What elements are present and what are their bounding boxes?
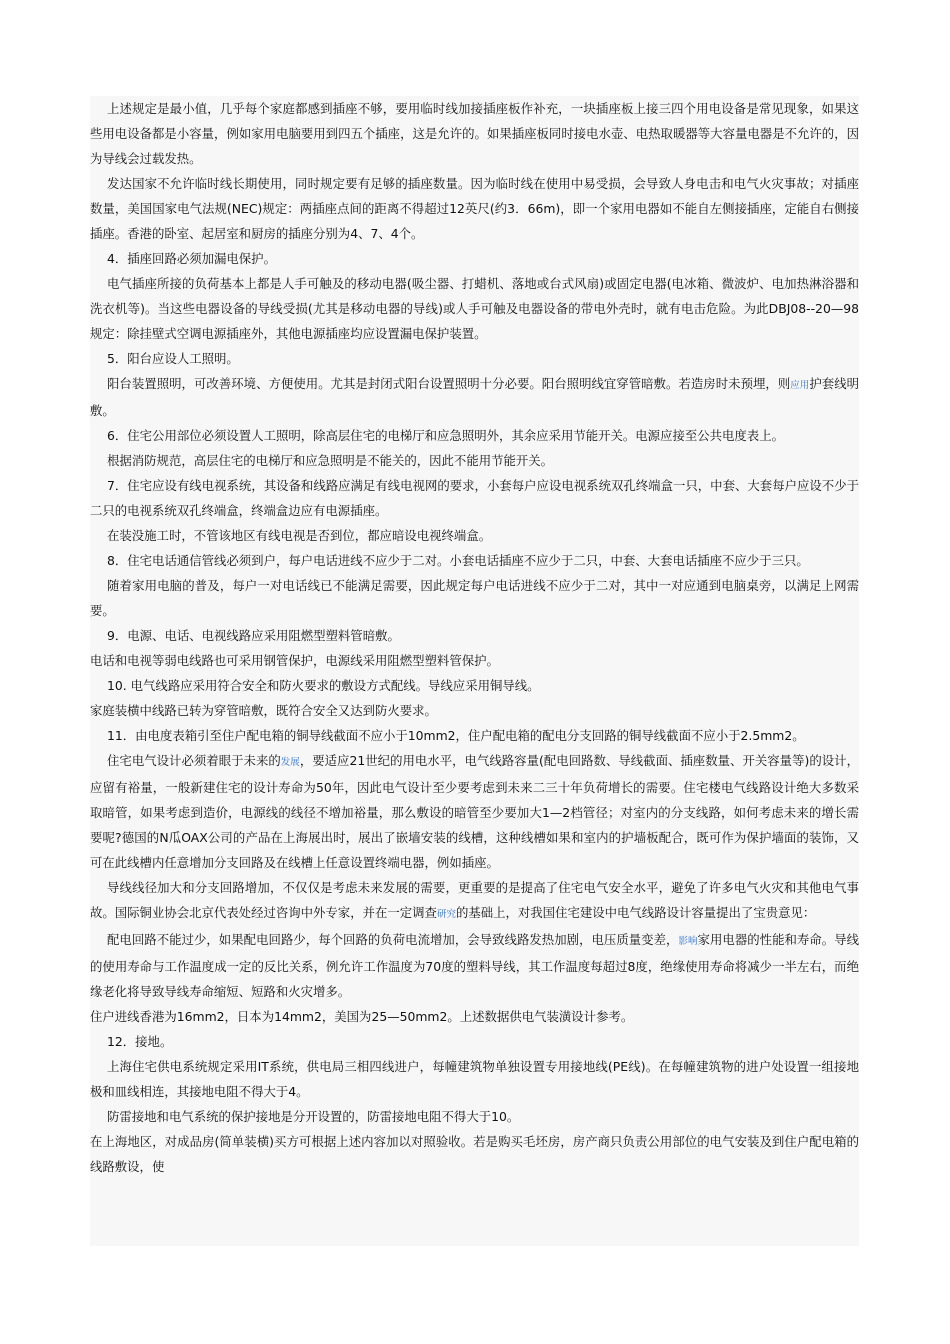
paragraph-text: 8．住宅电话通信管线必须到户，每户电话进线不应少于二对。小套电话插座不应少于二只，中套、大套电话插座不应少于三只。 <box>107 553 809 568</box>
inline-link[interactable]: 应用 <box>790 380 810 391</box>
paragraph <box>90 573 859 623</box>
paragraph-text: 家用电器的性能和寿命。导线的使用寿命与工作温度成一定的反比关系，例允许工作温度为70度的塑料导线，其工作温度每超过8度，绝缘使用寿命将减少一半左右，而绝缘老化将导致导线寿命缩短、短路和火灾增多。 <box>90 932 859 999</box>
paragraph <box>90 371 859 423</box>
paragraph-text: 上述规定是最小值，几乎每个家庭都感到插座不够，要用临时线加接插座板作补充，一块插座板上接三四个用电设备是常见现象，如果这些用电设备都是小容量，例如家用电脑要用到四五个插座，这是允许的。如果插座板同时接电水壶、电热取暖器等大容量电器是不允许的，因为导线会过载发热。 <box>90 101 859 166</box>
paragraph <box>90 523 859 548</box>
paragraph-text: 4．插座回路必须加漏电保护。 <box>107 251 276 266</box>
paragraph <box>90 648 859 673</box>
paragraph <box>90 1029 859 1054</box>
paragraph-text: 随着家用电脑的普及，每户一对电话线已不能满足需要，因此规定每户电话进线不应少于二对，其中一对应通到电脑桌旁，以满足上网需要。 <box>90 578 859 618</box>
paragraph-text: 上海住宅供电系统规定采用IT系统，供电局三相四线进户，每幢建筑物单独设置专用接地线(PE线)。在每幢建筑物的进户处设置一组接地极和皿线相连，其接地电阻不得大于4。 <box>90 1059 859 1099</box>
paragraph-text: 10. 电气线路应采用符合安全和防火要求的敷设方式配线。导线应采用铜导线。 <box>107 678 540 693</box>
paragraph <box>90 1129 859 1179</box>
paragraph-text: 护套线明敷。 <box>90 376 859 418</box>
inline-link[interactable]: 研究 <box>436 909 456 920</box>
paragraph <box>90 171 859 246</box>
paragraph-text: ，要适应21世纪的用电水平，电气线路容量(配电回路数、导线截面、插座数量、开关容量等)的设计，应留有裕量，一般新建住宅的设计寿命为50年，因此电气设计至少要考虑到未来二三十年负荷增长的需要。住宅楼电气线路设计绝大多数采取暗管，如果考虑到造价，电源线的线径不增加裕量，那么敷设的暗管至少要加大1—2档管径；对室内的分支线路，如何考虑未来的增长需要呢?德国的N瓜OAX公司的产品在上海展出时，展出了嵌墙安装的线槽，这种线槽如果和室内的护墙板配合，既可作为保护墙面的装饰，又可在此线槽内任意增加分支回路及在线槽上任意设置终端电器，例如插座。 <box>90 753 859 870</box>
paragraph-text: 的基础上，对我国住宅建设中电气线路设计容量提出了宝贵意见： <box>455 905 816 920</box>
paragraph <box>90 623 859 648</box>
paragraph <box>90 271 859 346</box>
paragraph-text: 在装没施工时，不管该地区有线电视是否到位，都应暗设电视终端盒。 <box>107 528 492 543</box>
paragraph-text: 12．接地。 <box>107 1034 173 1049</box>
paragraph-text: 5．阳台应设人工照明。 <box>107 351 239 366</box>
paragraph-text: 住户进线香港为16mm2，日本为14mm2，美国为25—50mm2。上述数据供电气装潢设计参考。 <box>90 1009 634 1024</box>
paragraph <box>90 723 859 748</box>
paragraph-text: 住宅电气设计必须着眼于未来的 <box>107 753 281 768</box>
paragraph <box>90 1004 859 1029</box>
paragraph-text: 根据消防规范，高层住宅的电梯厅和应急照明是不能关的，因此不能用节能开关。 <box>107 453 554 468</box>
paragraph <box>90 1054 859 1104</box>
paragraph-text: 配电回路不能过少，如果配电回路少，每个回路的负荷电流增加，会导致线路发热加剧，电压质量变差， <box>107 932 679 947</box>
paragraph-text: 导线线径加大和分支回路增加，不仅仅是考虑未来发展的需要，更重要的是提高了住宅电气安全水平，避免了许多电气火灾和其他电气事故。国际铜业协会北京代表处经过咨询中外专家，并在一定调查 <box>90 880 859 920</box>
paragraph <box>90 448 859 473</box>
paragraph <box>90 246 859 271</box>
paragraph-text: 家庭装横中线路已转为穿管暗敷，既符合安全又达到防火要求。 <box>90 703 437 718</box>
paragraph <box>90 346 859 371</box>
paragraph <box>90 96 859 171</box>
document-body <box>90 96 859 1246</box>
paragraph-text: 电话和电视等弱电线路也可采用钢管保护，电源线采用阻燃型塑料管保护。 <box>90 653 499 668</box>
paragraph <box>90 927 859 1004</box>
paragraph <box>90 673 859 698</box>
inline-link[interactable]: 发展 <box>280 757 300 768</box>
paragraph-text: 阳台装置照明，可改善环境、方便使用。尤其是封闭式阳台设置照明十分必要。阳台照明线宜穿管暗敷。若造房时未预埋，则 <box>107 376 791 391</box>
paragraph-text: 9．电源、电话、电视线路应采用阻燃型塑料管暗敷。 <box>107 628 400 643</box>
paragraph-text: 11．由电度表箱引至住户配电箱的铜导线截面不应小于10mm2，住户配电箱的配电分支回路的铜导线截面不应小于2.5mm2。 <box>107 728 805 743</box>
paragraph <box>90 698 859 723</box>
paragraph <box>90 473 859 523</box>
paragraph-text: 在上海地区，对成品房(简单装横)买方可根据上述内容加以对照验收。若是购买毛坯房，房产商只负责公用部位的电气安装及到住户配电箱的线路敷设，使 <box>90 1134 859 1174</box>
inline-link[interactable]: 影响 <box>678 936 698 947</box>
paragraph <box>90 548 859 573</box>
paragraph-text: 电气插座所接的负荷基本上都是人手可触及的移动电器(吸尘器、打蜡机、落地或台式风扇)或固定电器(电冰箱、微波炉、电加热淋浴器和洗衣机等)。当这些电器设备的导线受损(尤其是移动电器的导线)或人手可触及电器设备的带电外壳时，就有电击危险。为此DBJ08--20—98规定：除挂壁式空调电源插座外，其他电源插座均应设置漏电保护装置。 <box>90 276 859 341</box>
paragraph <box>90 423 859 448</box>
paragraph <box>90 748 859 875</box>
paragraph-text: 7．住宅应设有线电视系统，其设备和线路应满足有线电视网的要求，小套每户应设电视系统双孔终端盒一只，中套、大套每户应设不少于二只的电视系统双孔终端盒，终端盒边应有电源插座。 <box>90 478 859 518</box>
paragraph <box>90 1104 859 1129</box>
paragraph-text: 防雷接地和电气系统的保护接地是分开设置的，防雷接地电阻不得大于10。 <box>107 1109 520 1124</box>
paragraph-text: 发达国家不允许临时线长期使用，同时规定要有足够的插座数量。因为临时线在使用中易受损，会导致人身电击和电气火灾事故；对插座数量，美国国家电气法规(NEC)规定：两插座点间的距离不得超过12英尺(约3．66m)，即一个家用电器如不能自左侧接插座，定能自右侧接插座。香港的卧室、起居室和厨房的插座分别为4、7、4个。 <box>90 176 859 241</box>
paragraph-text: 6．住宅公用部位必须设置人工照明，除高层住宅的电梯厅和应急照明外，其余应采用节能开关。电源应接至公共电度表上。 <box>107 428 784 443</box>
paragraph <box>90 875 859 927</box>
